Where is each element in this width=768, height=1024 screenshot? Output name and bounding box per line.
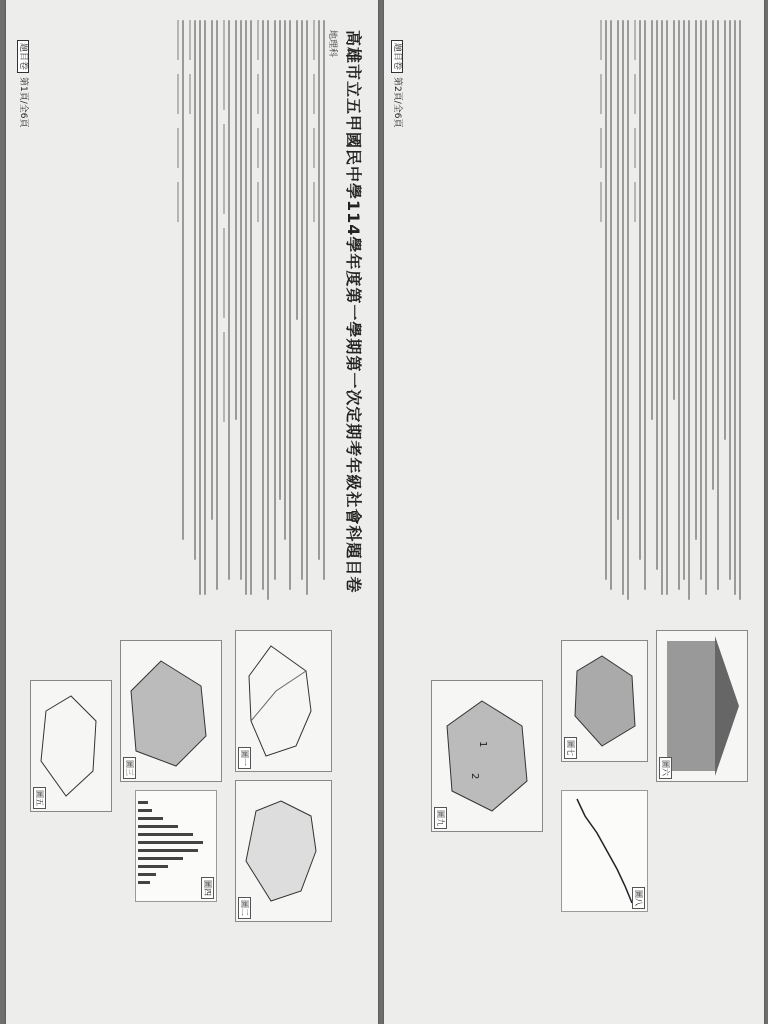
svg-text:2: 2 — [469, 773, 480, 780]
page-2-content — [386, 0, 758, 1012]
figure-caption: 圖七 — [564, 737, 577, 759]
footer-page-number: 第2頁/全6頁 — [392, 77, 402, 128]
question-item — [257, 20, 269, 620]
subject-label: 地理科 — [327, 30, 337, 58]
page-footer — [392, 40, 405, 128]
question-item — [724, 20, 741, 620]
figure-caption: 圖一 — [238, 747, 251, 769]
figure-caption: 圖八 — [632, 887, 645, 909]
question-item — [189, 20, 206, 620]
exam-title-text: 高雄市立五甲國民中學114學年度第一學期第一次定期考 — [344, 30, 363, 458]
question-item — [673, 20, 690, 620]
question-item — [223, 20, 230, 620]
exam-title-suffix: 年級社會科題目卷 — [344, 457, 363, 594]
figure-map-5 — [30, 680, 112, 812]
population-line-chart — [561, 790, 648, 912]
figure-map-1 — [235, 630, 332, 772]
question-item — [313, 20, 325, 620]
figure-caption: 圖六 — [659, 757, 672, 779]
question-item — [651, 20, 668, 620]
page-1-content — [12, 0, 372, 1012]
question-item — [712, 20, 719, 620]
question-item — [211, 20, 218, 620]
footer-label: 題目卷 — [391, 40, 403, 73]
region-map-icon — [121, 641, 221, 781]
figure-map-2 — [235, 780, 332, 922]
question-block — [444, 20, 744, 620]
svg-text:1: 1 — [477, 741, 488, 748]
question-item — [274, 20, 291, 620]
figure-caption: 圖二 — [238, 897, 251, 919]
question-item — [296, 20, 308, 620]
footer-label: 題目卷 — [17, 40, 29, 73]
exam-title — [343, 30, 366, 593]
exam-page-1 — [6, 0, 378, 1024]
page-footer — [18, 40, 31, 128]
region-map-icon — [432, 681, 542, 831]
question-item — [235, 20, 252, 620]
figure-caption: 圖三 — [123, 757, 136, 779]
question-item — [634, 20, 646, 620]
question-item — [695, 20, 707, 620]
climate-chart — [135, 790, 217, 902]
figure-caption: 圖九 — [434, 807, 447, 829]
footer-page-number: 第1頁/全6頁 — [18, 77, 28, 128]
question-item — [617, 20, 629, 620]
figure-photo-6 — [656, 630, 748, 782]
question-item — [177, 20, 184, 620]
figure-caption: 圖四 — [201, 877, 214, 899]
figure-caption: 圖五 — [33, 787, 46, 809]
figure-map-7 — [561, 640, 648, 762]
question-block — [28, 20, 328, 620]
exam-page-2 — [384, 0, 764, 1024]
figure-map-9 — [431, 680, 543, 832]
figure-map-3 — [120, 640, 222, 782]
question-item — [600, 20, 612, 620]
